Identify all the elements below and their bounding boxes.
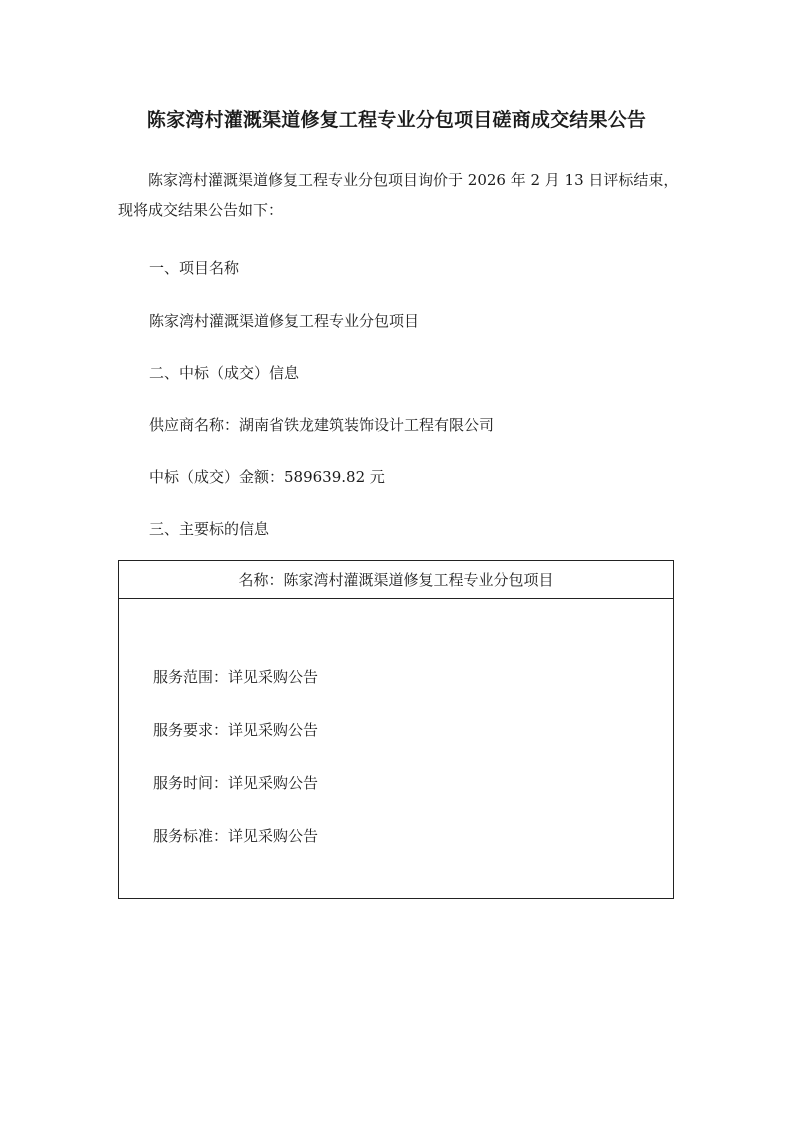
award-amount: 中标（成交）金额：589639.82 元 (149, 468, 385, 486)
supplier-name: 供应商名称：湖南省铁龙建筑装饰设计工程有限公司 (149, 416, 495, 434)
section2-heading: 二、中标（成交）信息 (149, 364, 300, 382)
subject-info-box (118, 560, 674, 899)
service-time: 服务时间：详见采购公告 (153, 774, 319, 792)
project-name: 陈家湾村灌溉渠道修复工程专业分包项目 (149, 312, 420, 330)
subject-name-header: 名称：陈家湾村灌溉渠道修复工程专业分包项目 (119, 561, 673, 599)
service-standard: 服务标准：详见采购公告 (153, 827, 319, 845)
service-requirements: 服务要求：详见采购公告 (153, 721, 319, 739)
intro-paragraph: 陈家湾村灌溉渠道修复工程专业分包项目询价于 2026 年 2 月 13 日评标结束，现将成交结果公告如下： (118, 171, 679, 219)
page-title: 陈家湾村灌溉渠道修复工程专业分包项目磋商成交结果公告 (146, 109, 647, 131)
section3-heading: 三、主要标的信息 (149, 520, 270, 538)
section1-heading: 一、项目名称 (149, 259, 240, 277)
service-scope: 服务范围：详见采购公告 (153, 668, 319, 686)
